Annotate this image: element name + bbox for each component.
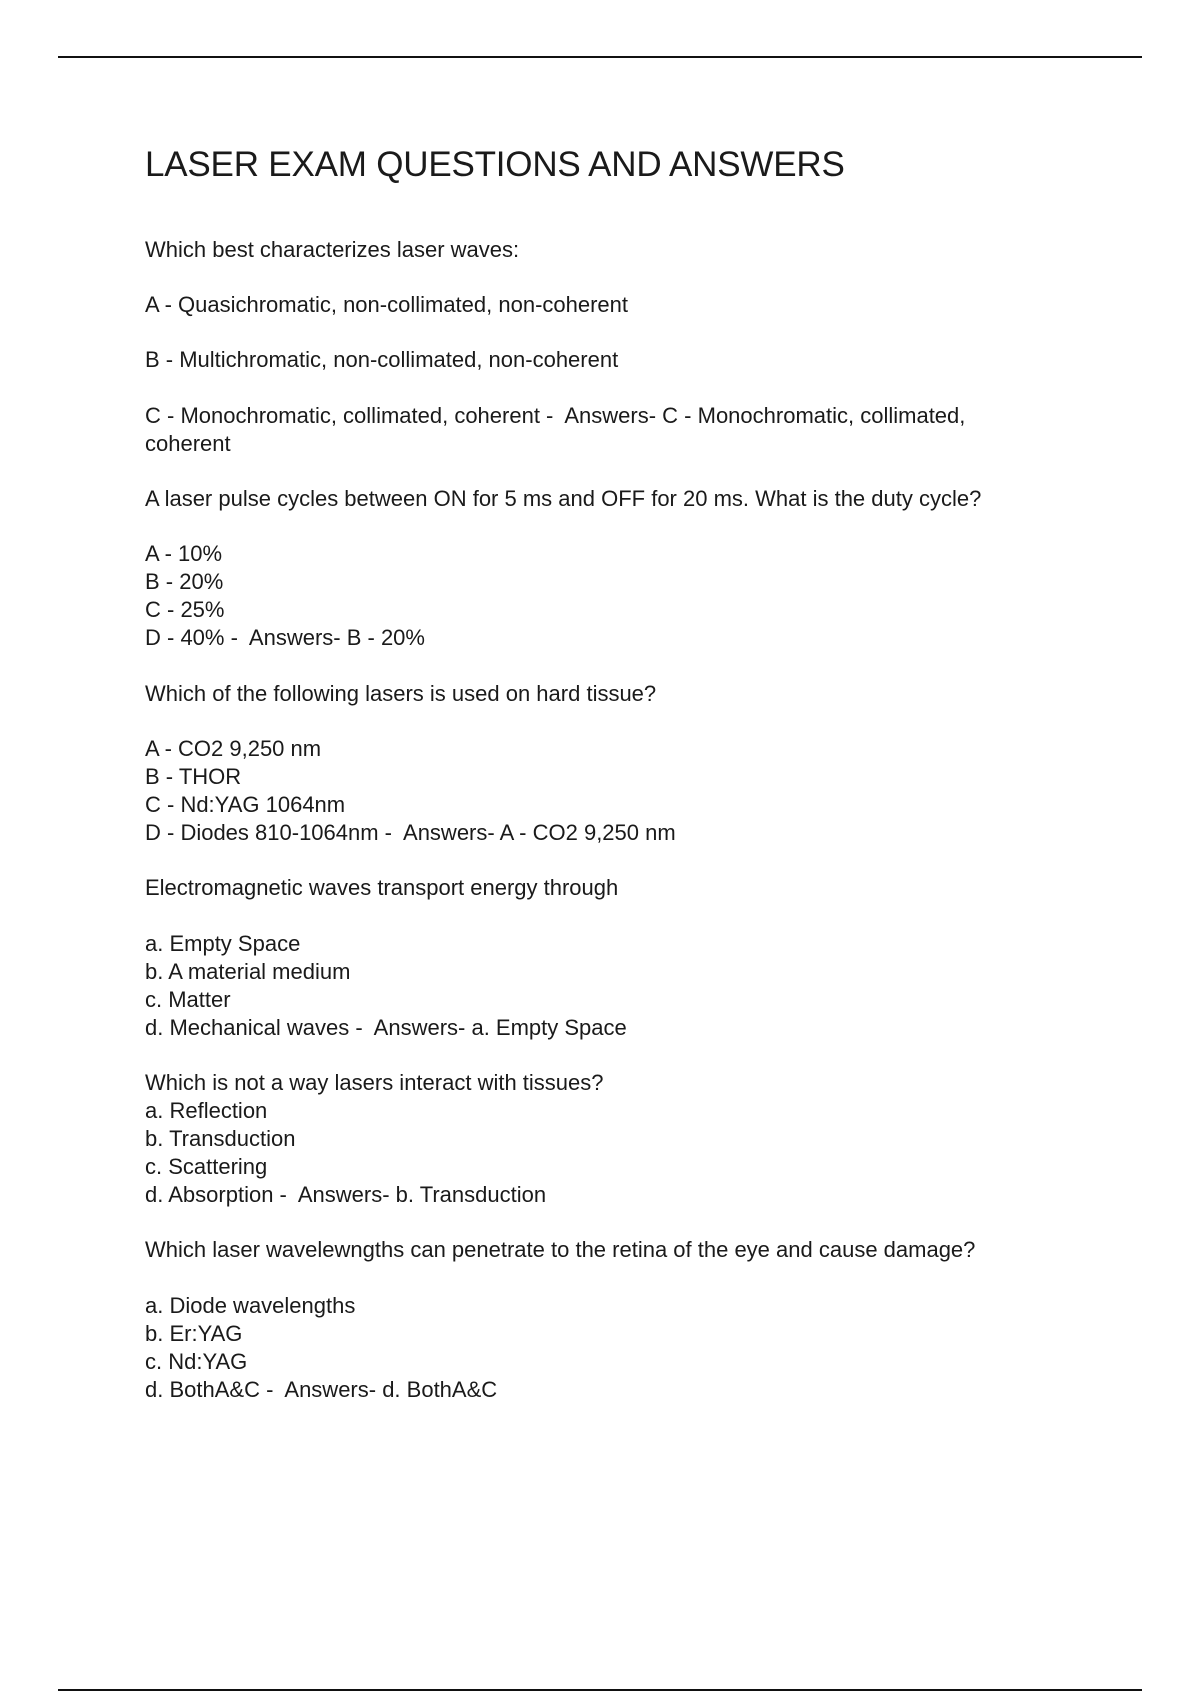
question-4-prompt: Electromagnetic waves transport energy through [145,875,619,900]
question-1-option-a: A - Quasichromatic, non-collimated, non-coherent [145,292,629,317]
question-1-option-b: B - Multichromatic, non-collimated, non-coherent [145,347,619,372]
question-6-prompt: Which laser wavelewngths can penetrate to the retina of the eye and cause damage? [145,1237,976,1262]
question-1-option-c-answer: C - Monochromatic, collimated, coherent - Answers- C - Monochromatic, collimated, coherent [145,403,966,456]
question-5-prompt-options-answer: Which is not a way lasers interact with tissues? a. Reflection b. Transduction c. Scattering d. Absorption - Answers- b. Transduction [145,1070,604,1207]
question-2-options-answer: A - 10% B - 20% C - 25% D - 40% - Answers- B - 20% [145,541,425,650]
question-1-prompt: Which best characterizes laser waves: [145,237,520,262]
document-title: LASER EXAM QUESTIONS AND ANSWERS [145,145,845,184]
question-2-prompt: A laser pulse cycles between ON for 5 ms and OFF for 20 ms. What is the duty cycle? [145,486,982,511]
question-3-prompt: Which of the following lasers is used on hard tissue? [145,681,657,706]
question-3-options-answer: A - CO2 9,250 nm B - THOR C - Nd:YAG 1064nm D - Diodes 810-1064nm - Answers- A - CO2 9,250 nm [145,736,676,845]
top-rule [58,56,1142,58]
question-6-options-answer: a. Diode wavelengths b. Er:YAG c. Nd:YAG d. BothA&C - Answers- d. BothA&C [145,1293,498,1402]
bottom-rule [58,1689,1142,1691]
document-body [145,141,1085,1404]
question-4-options-answer: a. Empty Space b. A material medium c. Matter d. Mechanical waves - Answers- a. Empty Space [145,931,627,1040]
